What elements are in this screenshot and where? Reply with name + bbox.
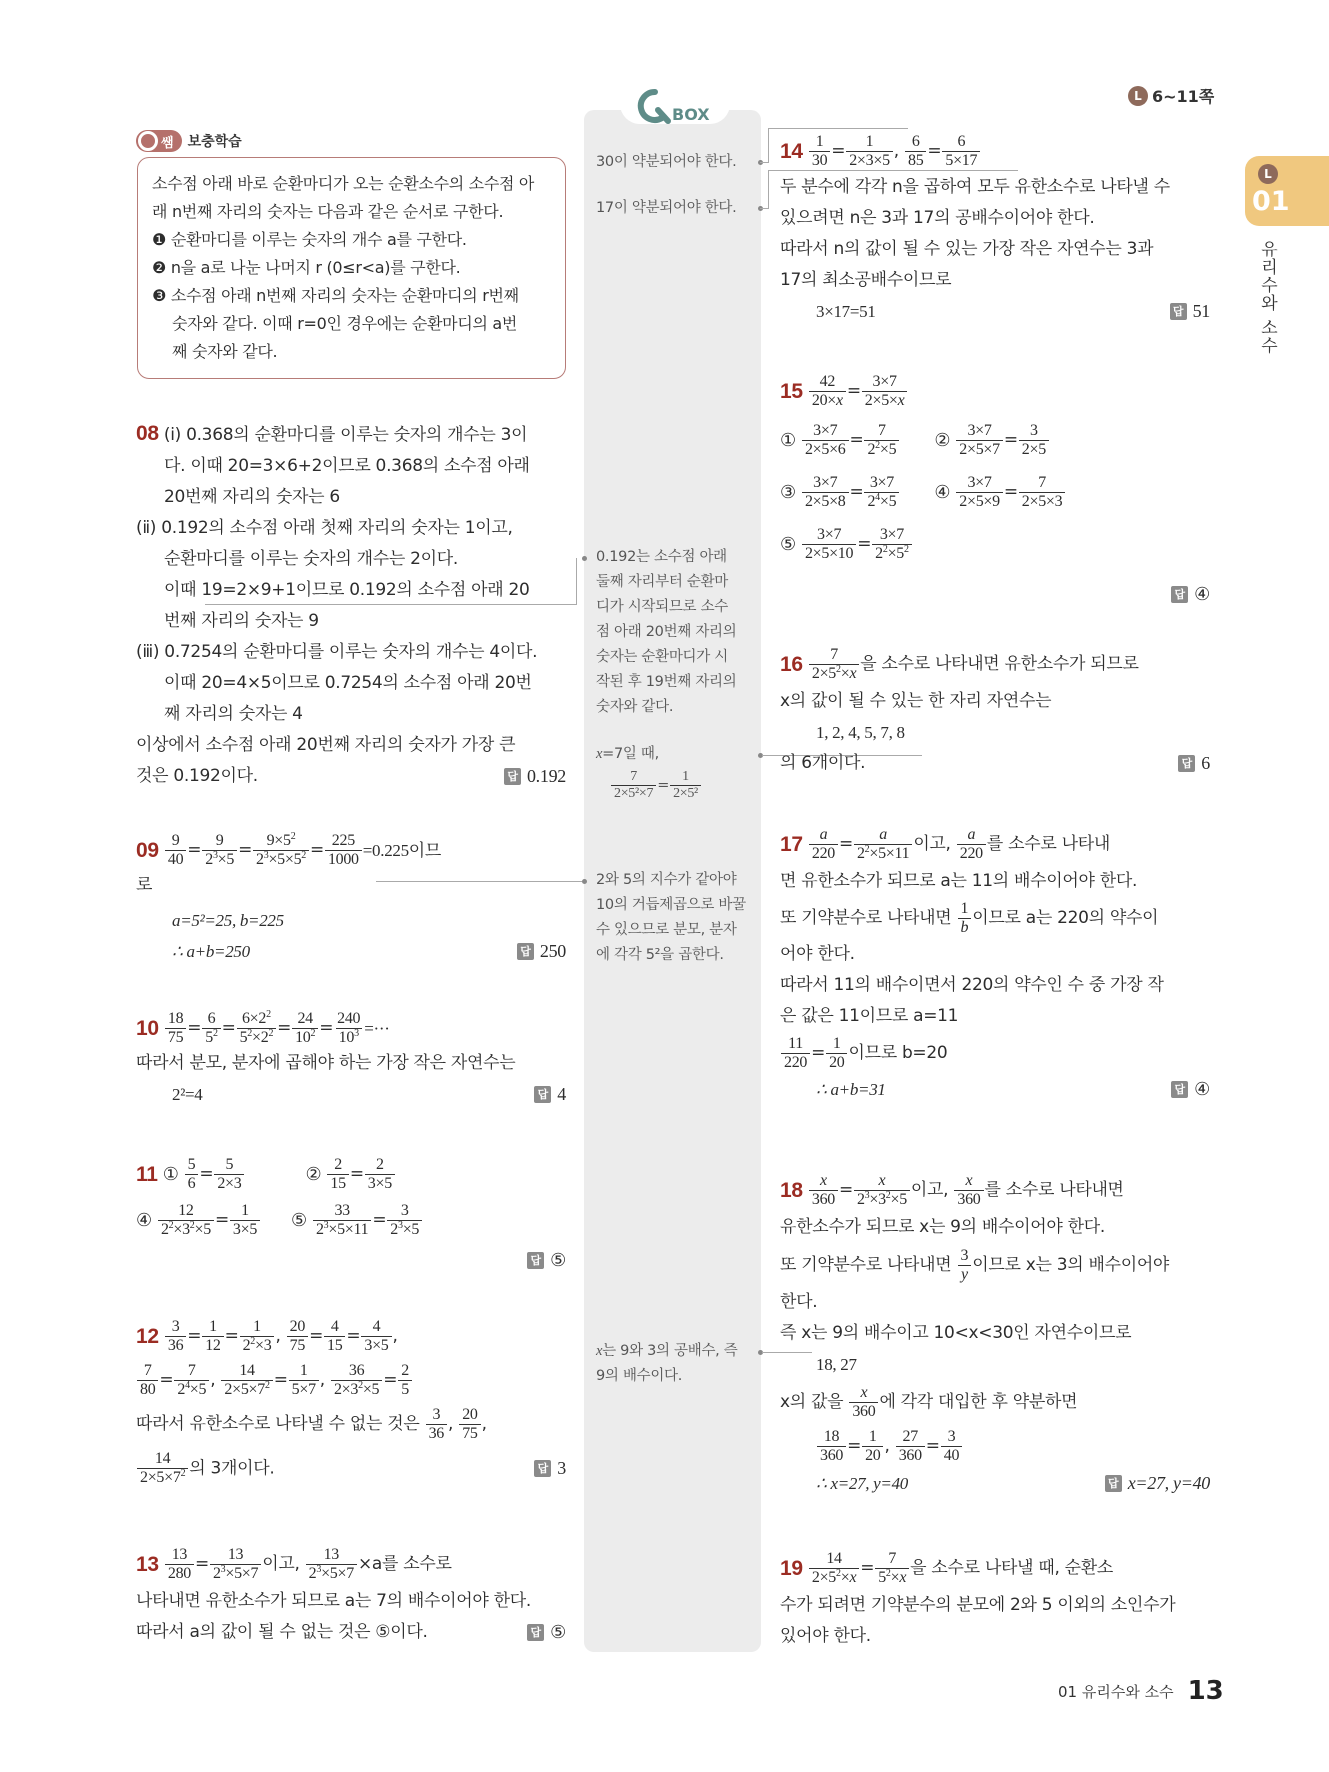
- chapter-number: 01: [1252, 186, 1290, 217]
- answer-icon: 답: [517, 943, 534, 960]
- problem-14: 14 $\frac{1}{30}$ = $\frac{1}{2\times 3\times 5}$ , $\frac{6}{85}$ = $\frac{6}{5\times 17}$ 두 분수에 각각 n을 곱하여 모두 유한소수로 나타낼 수 있으려면 n은 3과 17의 공배수이어야 한다. 따라서 n의 값이 될 수 있는 가장 작은 자연수는 3과 17의 최소공배수이므로 3×17=51 답 51: [780, 132, 1210, 321]
- footer-chapter: 01 유리수와 소수: [1058, 1682, 1174, 1701]
- problem-09: 09 $\frac{9}{40}$ = $\frac{9}{2^3\times 5}$ = $\frac{9\times 5^2}{2^3\times 5\times 5^2}$ = $\frac{225}{1000}$ =0.225이므 로 a=5²=25, b=225 ∴ a+b=250 답 250: [136, 830, 566, 961]
- problem-19: 19 $\frac{14}{2\times 5^2\times x}$ = $\frac{7}{5^2\times x}$ 을 소수로 나타낼 때, 순환소 수가 되려면 기약분수의 분모에 2와 5 이외의 소인수가 있어야 한다.: [780, 1549, 1176, 1646]
- problem-18: 18 $\frac{x}{360}$ = $\frac{x}{2^3\times 3^2\times 5}$ 이고, $\frac{x}{360}$ 를 소수로 나타내면 유한소수가 되므로 x는 9의 배수이어야 한다. 또 기약분수로 나타내면 $\frac{3}{y}$ 이므로 x는 3의 배수이어야 한다. 즉 x는 9의 배수이고 10<x<30인 자연수이므로 18, 27 x의 값을 $\frac{x}{360}$ 에 각각 대입한 후 약분하면 $\frac{18}{360}$ = $\frac{1}{20}$ , $\frac{27}{360}$ = $\frac{3}{40}$ ∴ x=27, y=40 답 x=27, y=40: [780, 1171, 1210, 1493]
- page-reference: [1128, 84, 1214, 107]
- supplement-header: [136, 130, 242, 152]
- q-logo-icon: [636, 88, 674, 124]
- answer-icon: 답: [1171, 586, 1188, 603]
- answer-icon: 답: [1171, 1081, 1188, 1098]
- answer-icon: 답: [527, 1252, 544, 1269]
- problem-17: 17 $\frac{a}{220}$ = $\frac{a}{2^2\times 5\times 11}$ 이고, $\frac{a}{220}$ 를 소수로 나타내 면 유한소수가 되므로 a는 11의 배수이어야 한다. 또 기약분수로 나타내면 $\frac{1}{b}$ 이므로 a는 220의 약수이 어야 한다. 따라서 11의 배수이면서 220의 약수인 수 중 가장 작 은 값은 11이므로 a=11 $\frac{11}{220}$ = $\frac{1}{20}$ 이므로 b=20 ∴ a+b=31 답 ④: [780, 825, 1210, 1100]
- supplement-title: 보충학습: [187, 134, 242, 150]
- supplement-content: 소수점 아래 바로 순환마디가 오는 순환소수의 소수점 아 래 n번째 자리의 숫자는 다음과 같은 순서로 구한다. ❶ 순환마디를 이루는 숫자의 개수 a를 구한다. ❷ n을 a로 나눈 나머지 r (0≤r<a)를 구한다. ❸ 소수점 아래 n번째 자리의 숫자는 순환마디의 r번째 숫자와 같다. 이때 r=0인 경우에는 순환마디의 a번 째 숫자와 같다.: [152, 174, 535, 361]
- qbox-note-2: 17이 약분되어야 한다.: [596, 200, 737, 216]
- qbox-note-3: 0.192는 소수점 아래 둘째 자리부터 순환마 디가 시작되므로 소수 점 아래 20번째 자리의 숫자는 순환마디가 시 작된 후 19번째 자리의 숫자와 같다.: [596, 549, 737, 715]
- answer-icon: 답: [1178, 755, 1195, 772]
- problem-08: 08 (ⅰ) 0.368의 순환마디를 이루는 숫자의 개수는 3이 다. 이때 20=3×6+2이므로 0.368의 소수점 아래 20번째 자리의 숫자는 6 (ⅱ) 0.192의 소수점 아래 첫째 자리의 숫자는 1이고, 순환마디를 이루는 숫자의 개수는 2이다. 이때 19=2×9+1이므로 0.192의 소수점 아래 20 번째 자리의 숫자는 9 (ⅲ) 0.7254의 순환마디를 이루는 숫자의 개수는 4이다. 이때 20=4×5이므로 0.7254의 소수점 아래 20번 째 자리의 숫자는 4 이상에서 소수점 아래 20번째 자리의 숫자가 가장 큰 것은 0.192이다. 답 0.192: [136, 418, 566, 792]
- chapter-tab[interactable]: [1245, 156, 1329, 226]
- answer-icon: 답: [534, 1460, 551, 1477]
- lesson-icon: L: [1128, 86, 1148, 106]
- answer-icon: 답: [1170, 303, 1187, 320]
- problem-16: 16 $\frac{7}{2\times 5^2\times x}$ 을 소수로 나타내면 유한소수가 되므로 x의 값이 될 수 있는 한 자리 자연수는 1, 2, 4, 5, 7, 8 의 6개이다. 답 6: [780, 645, 1210, 773]
- qbox-note-1: 30이 약분되어야 한다.: [596, 154, 737, 170]
- problem-15: 15 $\frac{42}{20\times x}$ = $\frac{3\times 7}{2\times 5\times x}$ ① $\frac{3\times 7}{2\times 5\times 6}$ = $\frac{7}{2^2\times 5}$ ② $\frac{3\times 7}{2\times 5\times 7}$ = $\frac{3}{2\times 5}$ ③ $\frac{3\times 7}{2\times 5\times 8}$ = $\frac{3\times 7}{2^4\times 5}$ ④ $\frac{3\times 7}{2\times 5\times 9}$ = $\frac{7}{2\times 5\times 3}$ ⑤ $\frac{3\times 7}{2\times 5\times 10}$ = $\frac{3\times 7}{2^2\times 5^2}$ 답 ④: [780, 372, 1210, 605]
- page-footer: [1058, 1676, 1224, 1706]
- page-range: 6~11쪽: [1152, 87, 1215, 106]
- page-number: 13: [1187, 1676, 1224, 1706]
- qbox-note-6: x는 9와 3의 공배수, 즉 9의 배수이다.: [596, 1343, 738, 1384]
- problem-11: 11 ① $\frac{5}{6}$ = $\frac{5}{2\times 3}$ ② $\frac{2}{15}$ = $\frac{2}{3\times 5}$ ④ $\frac{12}{2^2\times 3^2\times 5}$ = $\frac{1}{3\times 5}$ ⑤ $\frac{33}{2^3\times 5\times 11}$ = $\frac{3}{2^3\times 5}$ 답 ⑤: [136, 1155, 566, 1271]
- answer-icon: 답: [1105, 1475, 1122, 1492]
- answer: 답 0.192: [504, 761, 566, 792]
- answer-icon: 답: [534, 1086, 551, 1103]
- qbox-note-4: x=7일 때, $\frac{7}{\text{2×5²×7}}$ = $\frac{1}{\text{2×5²}}$: [596, 742, 702, 802]
- problem-12: 12 $\frac{3}{36}$ = $\frac{1}{12}$ = $\frac{1}{2^2\times 3}$ , $\frac{20}{75}$ = $\frac{4}{15}$ = $\frac{4}{3\times 5}$ , $\frac{7}{80}$ = $\frac{7}{2^4\times 5}$ , $\frac{14}{2\times 5\times 7^2}$ = $\frac{1}{5\times 7}$ , $\frac{36}{2\times 3^2\times 5}$ = $\frac{2}{5}$ 따라서 유한소수로 나타낼 수 없는 것은 $\frac{3}{36}$ , $\frac{20}{75}$ , $\frac{14}{2\times 5\times 7^2}$ 의 3개이다. 답 3: [136, 1317, 566, 1486]
- q-icon: [138, 131, 158, 151]
- chapter-title-vertical: 유리수와 소수: [1257, 240, 1277, 355]
- q-ssaem-badge: 쌤: [136, 130, 182, 152]
- problem-13: 13 $\frac{13}{280}$ = $\frac{13}{2^3\times 5\times 7}$ 이고, $\frac{13}{2^3\times 5\times 7}$ ×a를 소수로 나타내면 유한소수가 되므로 a는 7의 배수이어야 한다. 따라서 a의 값이 될 수 없는 것은 ⑤이다. 답 ⑤: [136, 1545, 566, 1643]
- qbox-logo: BOX: [636, 88, 710, 124]
- answer-icon: 답: [504, 768, 521, 785]
- qbox-note-5: 2와 5의 지수가 같아야 10의 거듭제곱으로 바꿀 수 있으므로 분모, 분자 에 각각 5²을 곱한다.: [596, 872, 746, 963]
- problem-10: 10 $\frac{18}{75}$ = $\frac{6}{5^2}$ = $\frac{6\times 2^2}{5^2\times 2^2}$ = $\frac{24}{10^2}$ = $\frac{240}{10^3}$ =··· 따라서 분모, 분자에 곱해야 하는 가장 작은 자연수는 2²=4 답 4: [136, 1008, 566, 1104]
- answer-icon: 답: [527, 1624, 544, 1641]
- lesson-icon: L: [1258, 164, 1278, 184]
